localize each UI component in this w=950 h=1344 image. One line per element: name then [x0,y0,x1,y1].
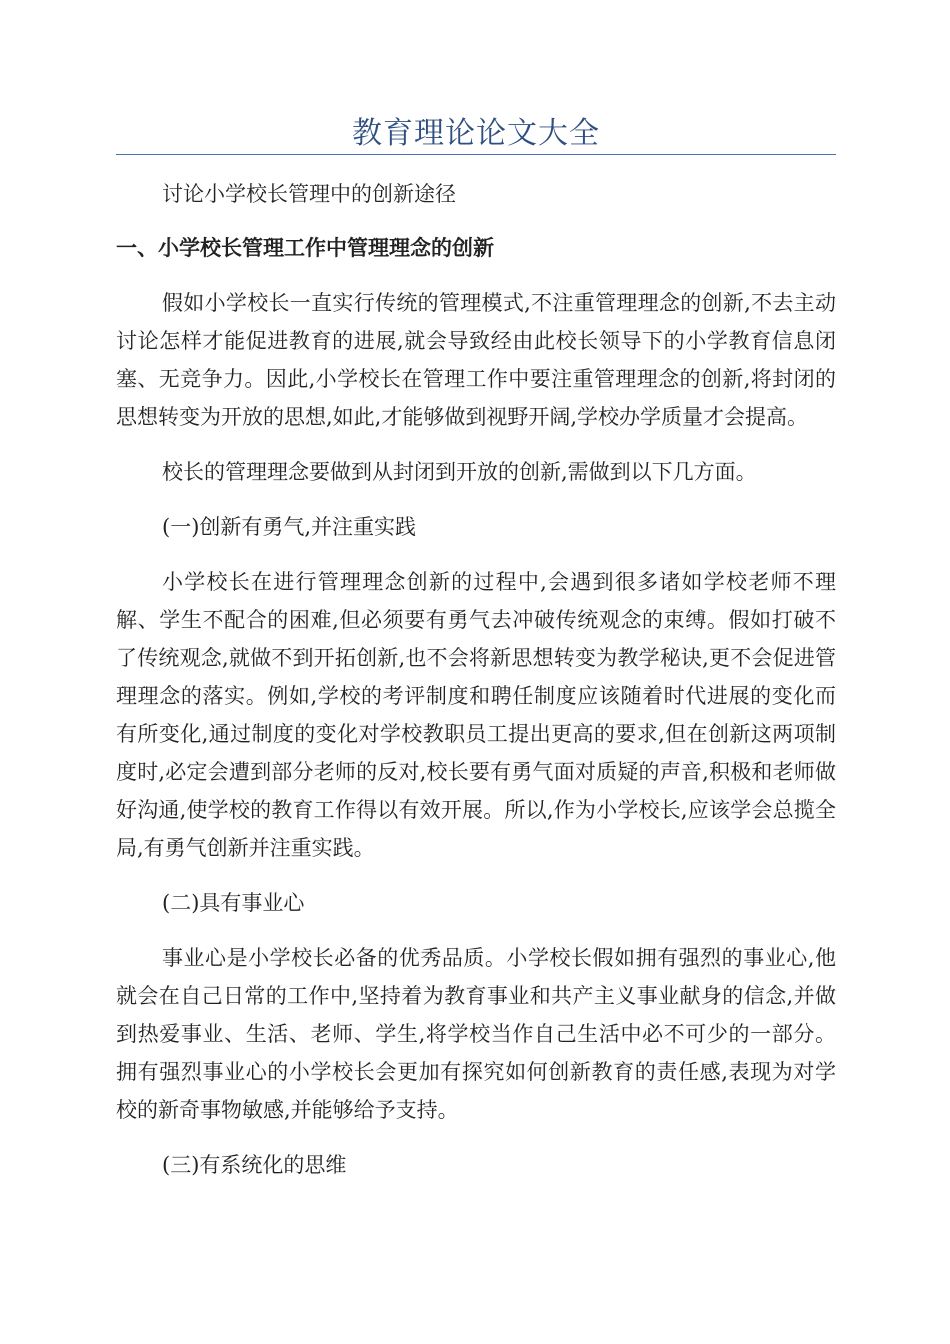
paragraph: 校长的管理理念要做到从封闭到开放的创新,需做到以下几方面。 [162,460,757,484]
paragraph: 假如小学校长一直实行传统的管理模式,不注重管理理念的创新,不去主动讨论怎样才能促进教育的进展,就会导致经由此校长领导下的小学教育信息闭塞、无竞争力。因此,小学校长在管理工作中要注重管理理念的创新,将封闭的思想转变为开放的思想,如此,才能够做到视野开阔,学校办学质量才会提高。 [116,291,836,429]
title-underline [116,154,836,155]
subsection-heading: (三)有系统化的思维 [162,1153,347,1177]
document-title: 教育理论论文大全 [352,116,600,151]
paragraph: 事业心是小学校长必备的优秀品质。小学校长假如拥有强烈的事业心,他就会在自己日常的工作中,坚持着为教育事业和共产主义事业献身的信念,并做到热爱事业、生活、老师、学生,将学校当作自己生活中必不可少的一部分。拥有强烈事业心的小学校长会更加有探究如何创新教育的责任感,表现为对学校的新奇事物敏感,并能够给予支持。 [116,946,836,1122]
document-body [116,175,836,1184]
subsection-heading: (一)创新有勇气,并注重实践 [162,515,417,539]
section-heading: 一、小学校长管理工作中管理理念的创新 [116,236,494,260]
paragraph: 小学校长在进行管理理念创新的过程中,会遇到很多诸如学校老师不理解、学生不配合的困难,但必须要有勇气去冲破传统观念的束缚。假如打破不了传统观念,就做不到开拓创新,也不会将新思想转变为教学秘诀,更不会促进管理理念的落实。例如,学校的考评制度和聘任制度应该随着时代进展的变化而有所变化,通过制度的变化对学校教职员工提出更高的要求,但在创新这两项制度时,必定会遭到部分老师的反对,校长要有勇气面对质疑的声音,积极和老师做好沟通,使学校的教育工作得以有效开展。所以,作为小学校长,应该学会总揽全局,有勇气创新并注重实践。 [116,570,836,860]
subsection-heading: (二)具有事业心 [162,891,305,915]
document-subtitle: 讨论小学校长管理中的创新途径 [162,182,456,206]
